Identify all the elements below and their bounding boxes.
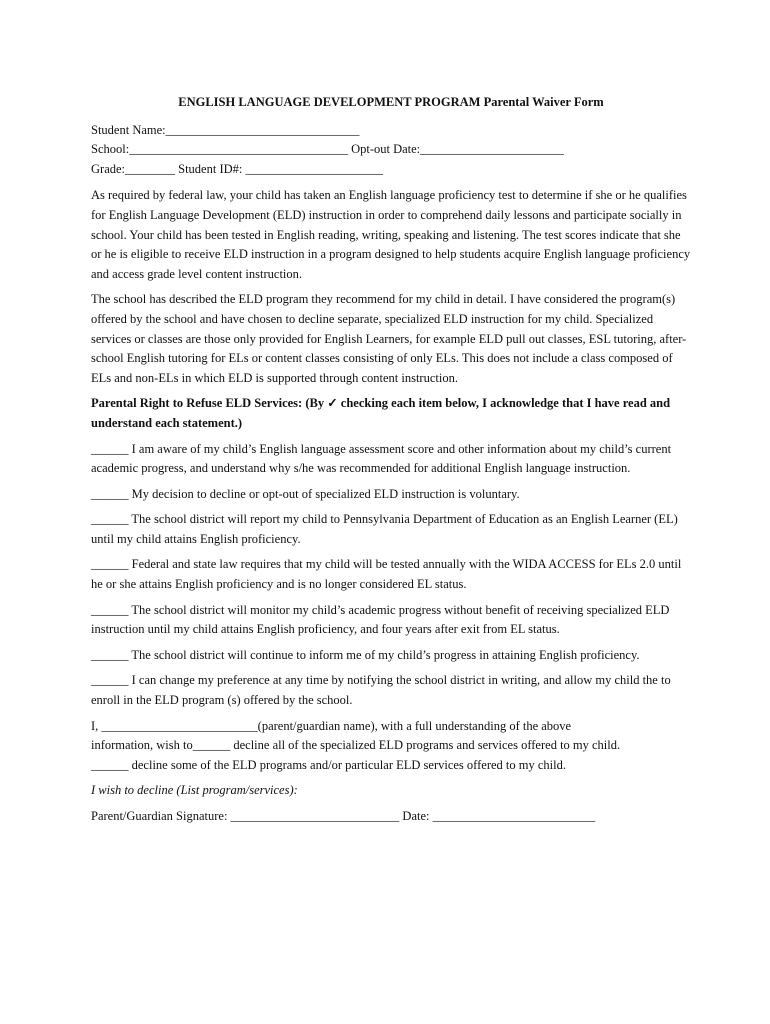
acknowledge-item-testing[interactable]: ______ Federal and state law requires that my child will be tested annually with the WIDA ACCESS for ELs 2.0 until he or she attains English proficiency and is no longer considered EL status.	[91, 557, 682, 592]
parent-name-field[interactable]: I, _________________________(parent/guardian name), with a full understanding of the above	[91, 718, 572, 733]
intro-paragraph: As required by federal law, your child has taken an English language proficiency test to determine if she or he qualifies for English Language Development (ELD) instruction in order to comprehend daily lessons and participate socially in school. Your child has been tested in English reading, writing, speaking and listening. The test scores indicate that she or he is eligible to receive ELD instruction in a program designed to help students acquire English language proficiency and access grade level content instruction.	[91, 188, 691, 281]
decline-some-option[interactable]: ______ decline some of the ELD programs and/or particular ELD services offered to my child.	[91, 757, 566, 772]
acknowledge-item-monitor[interactable]: ______ The school district will monitor my child’s academic progress without benefit of receiving specialized ELD instruction until my child attains English proficiency, and four years after exit from EL status.	[91, 602, 670, 637]
student-name-field[interactable]: Student Name:_______________________________	[91, 122, 360, 137]
rights-heading: Parental Right to Refuse ELD Services: (By ✓ checking each item below, I acknowledge that I have read and understand each statement.)	[91, 396, 671, 430]
acknowledge-item-voluntary[interactable]: ______ My decision to decline or opt-out of specialized ELD instruction is voluntary.	[91, 486, 520, 501]
acknowledge-item-inform[interactable]: ______ The school district will continue to inform me of my child’s progress in attaining English proficiency.	[91, 647, 640, 662]
acknowledge-item-change-preference[interactable]: ______ I can change my preference at any time by notifying the school district in writing, and allow my child the to enroll in the ELD program (s) offered by the school.	[91, 673, 671, 708]
program-paragraph: The school has described the ELD program they recommend for my child in detail. I have considered the program(s) offered by the school and have chosen to decline separate, specialized ELD instruction for my child. Specialized services or classes are those only provided for English Learners, for example ELD pull out classes, ESL tutoring, after- school English tutoring for ELs or content classes consisting of only ELs. This does not include a class composed of ELs and non-ELs in which ELD is supported through content instruction.	[91, 292, 687, 385]
acknowledge-item-report[interactable]: ______ The school district will report my child to Pennsylvania Department of Education as an English Learner (EL) until my child attains English proficiency.	[91, 512, 678, 546]
acknowledge-item-assessment[interactable]: ______ I am aware of my child’s English language assessment score and other information about my child’s current academic progress, and understand why s/he was recommended for additional English language instruction.	[91, 441, 672, 476]
waiver-form-page	[91, 93, 691, 827]
form-title: ENGLISH LANGUAGE DEVELOPMENT PROGRAM Parental Waiver Form	[178, 95, 604, 109]
grade-student-id-field[interactable]: Grade:________ Student ID#: ______________________	[91, 161, 383, 176]
decline-list-label: I wish to decline (List program/services):	[91, 783, 298, 798]
school-optout-field[interactable]: School:___________________________________ Opt-out Date:_______________________	[91, 142, 564, 157]
signature-date-field[interactable]: Parent/Guardian Signature: ___________________________ Date: __________________________	[91, 809, 596, 823]
declaration-block	[91, 717, 691, 776]
decline-all-option[interactable]: information, wish to______ decline all of the specialized ELD programs and services offered to my child.	[91, 738, 621, 753]
